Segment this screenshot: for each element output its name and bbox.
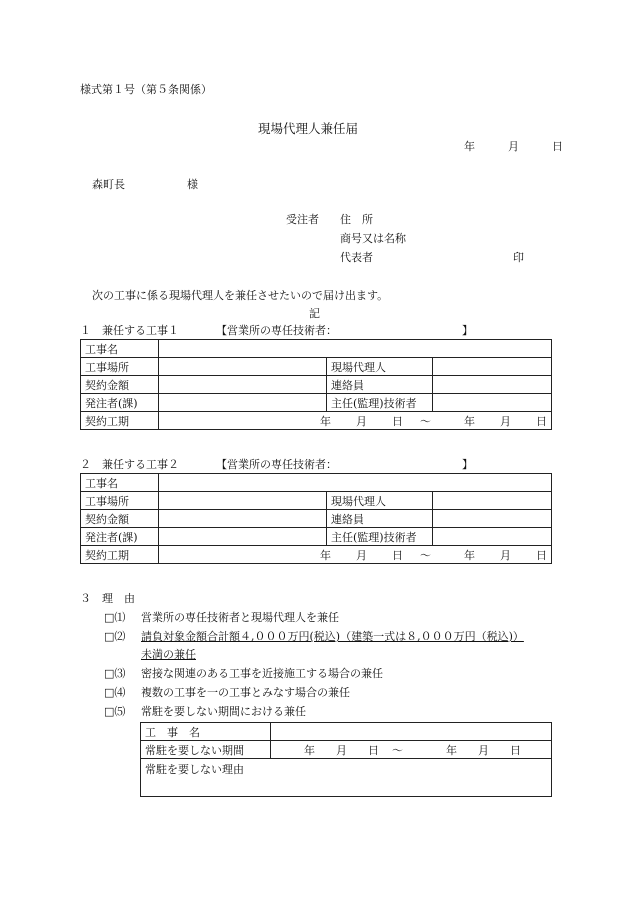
period-end-year: 年 (464, 414, 475, 428)
label-non-resident-period: 常駐を要しない期間 (141, 741, 271, 759)
intro-text: 次の工事に係る現場代理人を兼任させたいので届け出ます。 (92, 289, 389, 302)
reason-option-5-text: 常駐を要しない期間における兼任 (141, 705, 306, 718)
value-chief[interactable] (433, 528, 552, 546)
representative-label: 代表者 (340, 251, 373, 264)
value-period[interactable] (159, 412, 552, 430)
reason-option-1-checkbox[interactable]: □⑴ (104, 611, 126, 624)
period-end-day: 日 (510, 743, 521, 757)
period-tilde: ～ (420, 548, 431, 562)
reason-option-2-checkbox[interactable]: □⑵ (104, 630, 126, 643)
date-day: 日 (552, 140, 563, 153)
value-agent[interactable] (433, 492, 552, 510)
value-client[interactable] (159, 394, 327, 412)
value-contact[interactable] (433, 510, 552, 528)
reason-option-2-text: 請負対象金額合計額４,０００万円(税込)（建築一式は８,０００万円（税込)） (141, 630, 524, 643)
period-tilde: ～ (420, 414, 431, 428)
table-row (141, 741, 552, 759)
label-period: 契約工期 (81, 412, 159, 430)
label-work-place: 工事場所 (81, 358, 159, 376)
period-start-month: 月 (356, 414, 367, 428)
reason-option-4-checkbox[interactable]: □⑷ (104, 686, 126, 699)
label-chief: 主任(監理)技術者 (327, 394, 433, 412)
value-contact[interactable] (433, 376, 552, 394)
table-row (81, 528, 552, 546)
work1-engineer-close: 】 (462, 324, 473, 337)
non-resident-reason-cell[interactable] (141, 759, 552, 797)
label-contact: 連絡員 (327, 510, 433, 528)
date-month: 月 (508, 140, 519, 153)
value-work-name[interactable] (271, 723, 552, 741)
reason-option-1-text: 営業所の専任技術者と現場代理人を兼任 (141, 611, 339, 624)
reason-option-2-text-line2: 未満の兼任 (141, 648, 196, 661)
table-row (81, 358, 552, 376)
period-start-year: 年 (304, 743, 315, 757)
period-end-year: 年 (446, 743, 457, 757)
label-work-name: 工 事 名 (141, 723, 271, 741)
label-agent: 現場代理人 (327, 492, 433, 510)
work2-heading: ２ 兼任する工事２ (80, 458, 179, 471)
period-start-month: 月 (336, 743, 347, 757)
period-tilde: ～ (392, 743, 403, 757)
table-row (141, 723, 552, 741)
work2-table (80, 473, 552, 564)
value-work-place[interactable] (159, 358, 327, 376)
label-client: 発注者(課) (81, 528, 159, 546)
reason-option-3-text: 密接な関連のある工事を近接施工する場合の兼任 (141, 667, 383, 680)
table-row (81, 376, 552, 394)
value-work-name[interactable] (159, 340, 552, 358)
reason-heading: ３ 理 由 (80, 592, 135, 605)
table-row (81, 474, 552, 492)
period-end-month: 月 (500, 414, 511, 428)
addressee-name: 森町長 (92, 178, 125, 191)
reason-option-4-text: 複数の工事を一の工事とみなす場合の兼任 (141, 686, 350, 699)
work2-engineer-close: 】 (462, 458, 473, 471)
form-number: 様式第１号（第５条関係） (80, 83, 212, 96)
value-work-place[interactable] (159, 492, 327, 510)
table-row (81, 394, 552, 412)
addressee-honorific: 様 (187, 178, 198, 191)
reason-option-3-checkbox[interactable]: □⑶ (104, 667, 126, 680)
label-non-resident-reason: 常駐を要しない理由 (145, 763, 244, 776)
value-chief[interactable] (433, 394, 552, 412)
label-contact: 連絡員 (327, 376, 433, 394)
value-amount[interactable] (159, 376, 327, 394)
label-work-place: 工事場所 (81, 492, 159, 510)
period-end-day: 日 (536, 414, 547, 428)
work2-engineer-label: 【営業所の専任技術者： (216, 458, 337, 471)
date-year: 年 (464, 140, 475, 153)
period-start-month: 月 (356, 548, 367, 562)
table-row (81, 492, 552, 510)
work1-engineer-label: 【営業所の専任技術者： (216, 324, 337, 337)
period-start-year: 年 (320, 414, 331, 428)
period-end-year: 年 (464, 548, 475, 562)
reason-option-5-checkbox[interactable]: □⑸ (104, 705, 126, 718)
period-start-day: 日 (392, 414, 403, 428)
table-row (81, 546, 552, 564)
value-client[interactable] (159, 528, 327, 546)
date-line (464, 138, 563, 154)
work1-heading: １ 兼任する工事１ (80, 324, 179, 337)
period-end-day: 日 (536, 548, 547, 562)
period-start-year: 年 (320, 548, 331, 562)
ki-label: 記 (309, 307, 320, 320)
label-work-name: 工事名 (81, 474, 159, 492)
value-non-resident-period[interactable] (271, 741, 552, 759)
value-period[interactable] (159, 546, 552, 564)
label-amount: 契約金額 (81, 510, 159, 528)
label-chief: 主任(監理)技術者 (327, 528, 433, 546)
page-title: 現場代理人兼任届 (258, 121, 359, 136)
period-start-day: 日 (392, 548, 403, 562)
label-agent: 現場代理人 (327, 358, 433, 376)
label-work-name: 工事名 (81, 340, 159, 358)
non-resident-table (140, 722, 552, 797)
value-amount[interactable] (159, 510, 327, 528)
label-client: 発注者(課) (81, 394, 159, 412)
table-row (141, 759, 552, 797)
period-start-day: 日 (368, 743, 379, 757)
contractor-label: 受注者 (286, 213, 319, 226)
period-end-month: 月 (478, 743, 489, 757)
label-amount: 契約金額 (81, 376, 159, 394)
company-label: 商号又は名称 (340, 232, 406, 245)
address-label: 住 所 (340, 213, 373, 226)
period-end-month: 月 (500, 548, 511, 562)
label-period: 契約工期 (81, 546, 159, 564)
value-work-name[interactable] (159, 474, 552, 492)
table-row (81, 340, 552, 358)
work1-table (80, 339, 552, 430)
table-row (81, 510, 552, 528)
seal-mark: 印 (513, 251, 524, 264)
value-agent[interactable] (433, 358, 552, 376)
table-row (81, 412, 552, 430)
